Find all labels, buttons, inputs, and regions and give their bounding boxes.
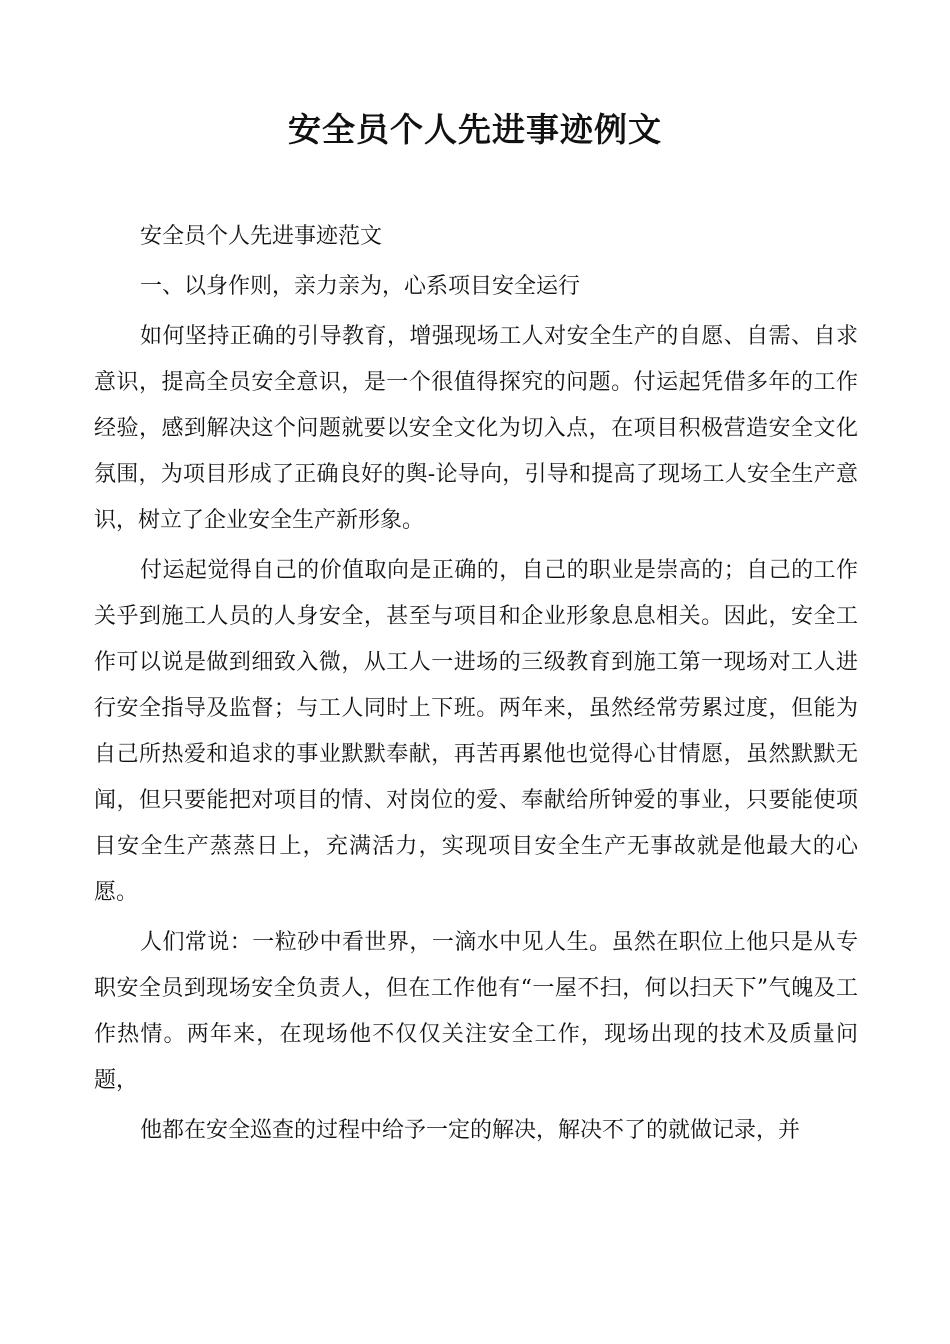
paragraph: 付运起觉得自己的价值取向是正确的，自己的职业是崇高的；自己的工作关乎到施工人员的人身安全，甚至与项目和企业形象息息相关。因此，安全工作可以说是做到细致入微，从工人一进场的三级教育到施工第一现场对工人进行安全指导及监督；与工人同时上下班。两年来，虽然经常劳累过度，但能为自己所热爱和追求的事业默默奉献，再苦再累他也觉得心甘情愿，虽然默默无闻，但只要能把对项目的情、对岗位的爱、奉献给所钟爱的事业，只要能使项目安全生产蒸蒸日上，充满活力，实现项目安全生产无事故就是他最大的心愿。 [94,558,858,905]
paragraph: 他都在安全巡查的过程中给予一定的解决，解决不了的就做记录，并 [140,1118,801,1143]
document-title: 安全员个人先进事迹例文 [288,110,662,149]
paragraph: 人们常说：一粒砂中看世界，一滴水中见人生。虽然在职位上他只是从专职安全员到现场安全负责人，但在工作他有“一屋不扫，何以扫天下”气魄及工作热情。两年来，在现场他不仅仅关注安全工作，现场出现的技术及质量问题， [94,930,858,1093]
paragraph-subtitle: 安全员个人先进事迹范文 [140,224,383,249]
paragraph: 如何坚持正确的引导教育，增强现场工人对安全生产的自愿、自需、自求意识，提高全员安全意识，是一个很值得探究的问题。付运起凭借多年的工作经验，感到解决这个问题就要以安全文化为切入点，在项目积极营造安全文化氛围，为项目形成了正确良好的舆-论导向，引导和提高了现场工人安全生产意识，树立了企业安全生产新形象。 [94,324,858,533]
paragraph-section-heading: 一、以身作则，亲力亲为，心系项目安全运行 [140,274,581,299]
document-body [94,214,858,1154]
